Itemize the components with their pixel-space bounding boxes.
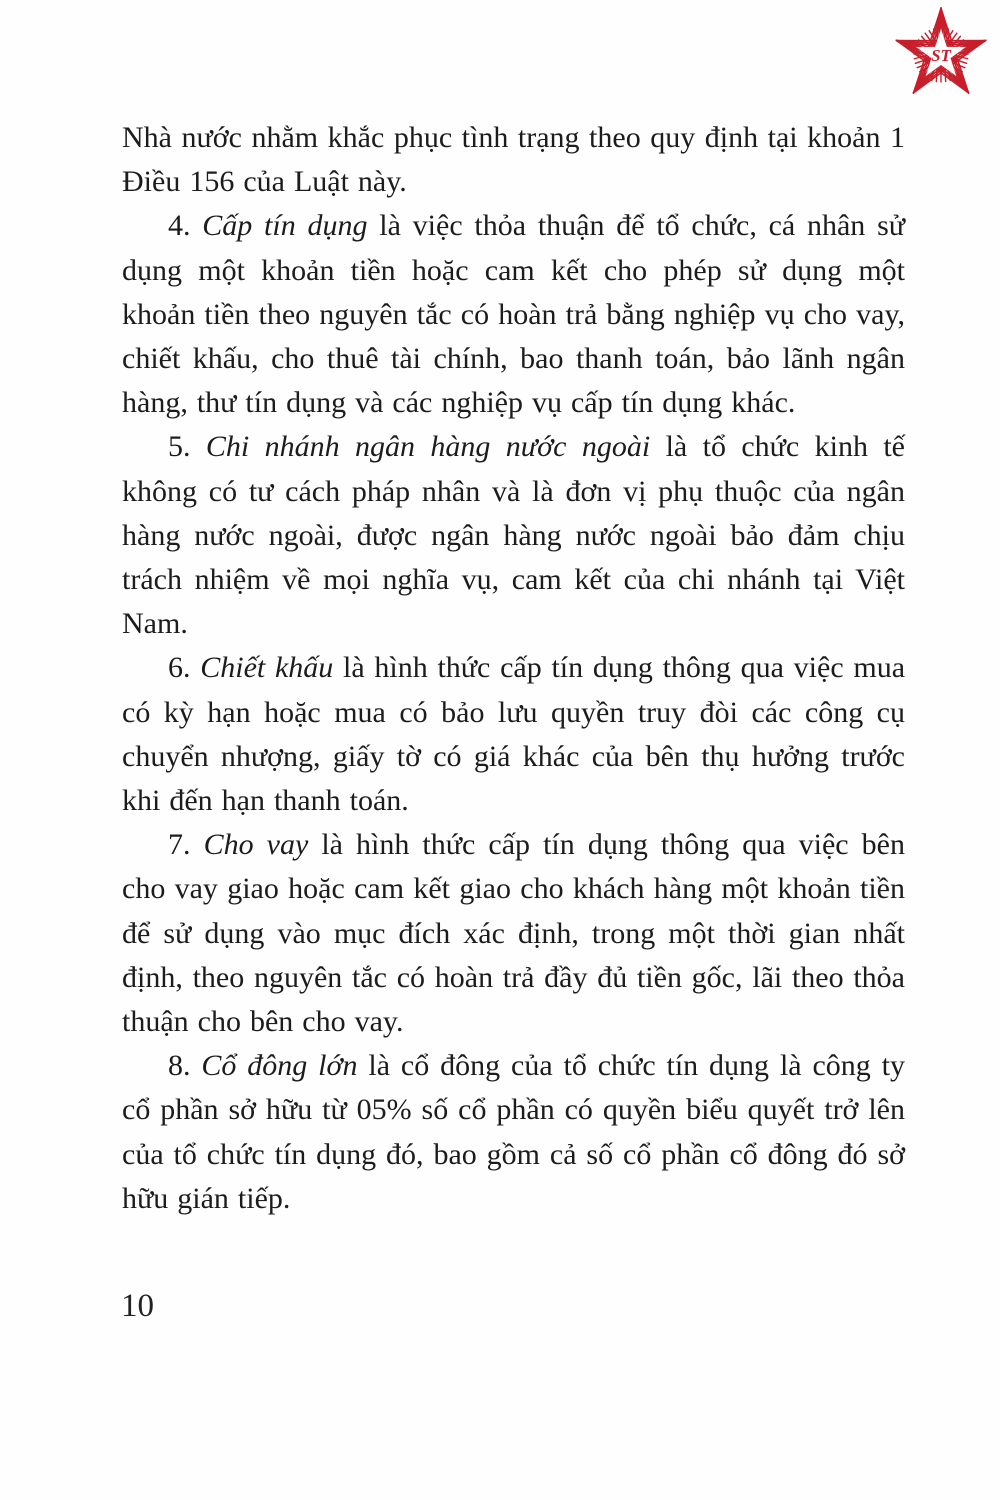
body-text: là cổ đông của tổ chức tín dụng là công ty cổ phần sở hữu từ 05% số cổ phần có quyền biểu quyết trở lên của tổ chức tín dụng đó, bao gồm cả số cổ phần cổ đông đó sở hữu gián tiếp. — [122, 1049, 906, 1215]
publisher-logo-st-star-icon — [891, 4, 991, 106]
body-text: là hình thức cấp tín dụng thông qua việc bên cho vay giao hoặc cam kết giao cho khách hàng một khoản tiền để sử dụng vào mục đích xác định, trong một thời gian nhất định, theo nguyên tắc có hoàn trả đầy đủ tiền gốc, lãi theo thỏa thuận cho bên cho vay. — [122, 828, 905, 1039]
defined-term: Cho vay — [203, 828, 309, 862]
page-number: 10 — [121, 1288, 154, 1324]
body-text: là việc thỏa thuận để tổ chức, cá nhân sử dụng một khoản tiền hoặc cam kết cho phép sử dụng một khoản tiền theo nguyên tắc có hoàn trả bằng nghiệp vụ cho vay, chiết khấu, cho thuê tài chính, bao thanh toán, bảo lãnh ngân hàng, thư tín dụng và các nghiệp vụ cấp tín dụng khác. — [122, 209, 906, 420]
paragraph — [122, 823, 905, 1044]
body-text: 4. — [168, 209, 203, 243]
text-block — [122, 116, 905, 1221]
body-text: 7. — [168, 828, 204, 862]
defined-term: Chi nhánh ngân hàng nước ngoài — [205, 430, 651, 464]
body-text: Nhà nước nhằm khắc phục tình trạng theo quy định tại khoản 1 Điều 156 của Luật này. — [122, 121, 905, 199]
paragraph — [122, 204, 905, 425]
body-text: 8. — [168, 1049, 202, 1083]
defined-term: Chiết khấu — [200, 651, 334, 685]
paragraph — [122, 646, 905, 823]
defined-term: Cấp tín dụng — [202, 209, 368, 243]
paragraph — [122, 1044, 905, 1221]
defined-term: Cổ đông lớn — [201, 1049, 358, 1083]
body-text: là hình thức cấp tín dụng thông qua việc mua có kỳ hạn hoặc mua có bảo lưu quyền truy đòi các công cụ chuyển nhượng, giấy tờ có giá khác của bên thụ hưởng trước khi đến hạn thanh toán. — [122, 651, 906, 818]
paragraph — [122, 116, 905, 204]
body-text: là tổ chức kinh tế không có tư cách pháp nhân và là đơn vị phụ thuộc của ngân hàng nước ngoài, được ngân hàng nước ngoài bảo đảm chịu trách nhiệm về mọi nghĩa vụ, cam kết của chi nhánh tại Việt Nam. — [122, 430, 905, 641]
body-text: 6. — [168, 651, 201, 685]
logo-monogram: ST — [931, 46, 951, 65]
paragraph — [122, 425, 905, 646]
body-text: 5. — [168, 430, 206, 464]
